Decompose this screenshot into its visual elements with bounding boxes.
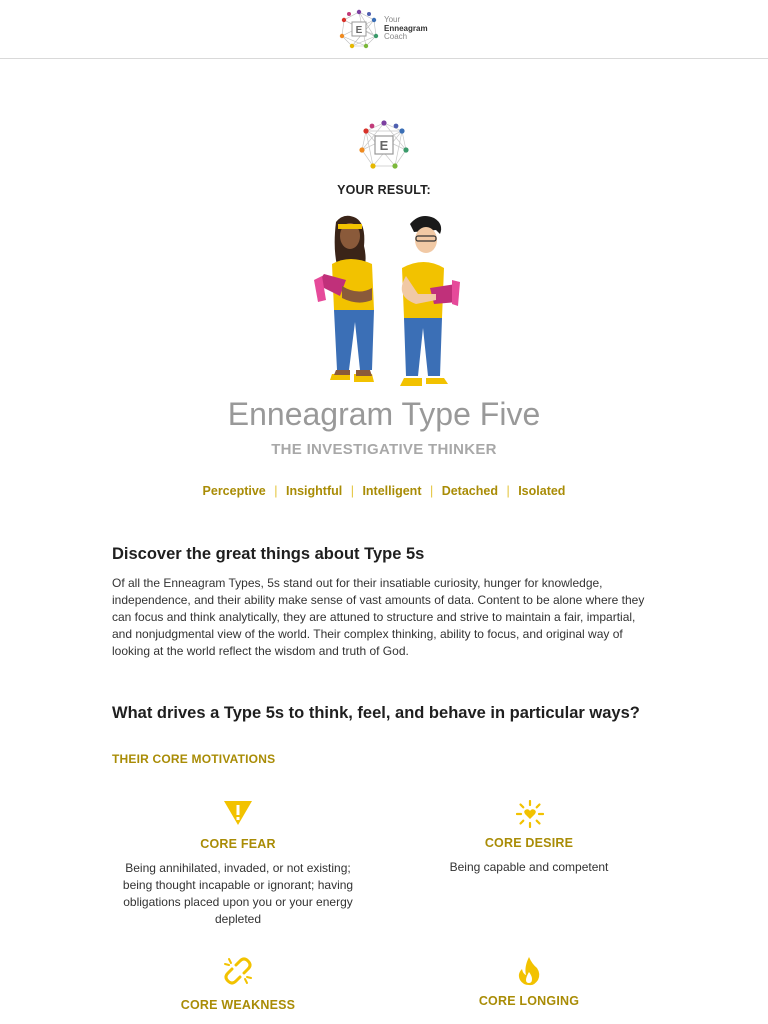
trait-list — [0, 484, 768, 498]
logo-line-3: Coach — [384, 32, 408, 41]
core-weakness-card — [112, 956, 364, 1016]
trait-item: Intelligent — [362, 484, 422, 498]
core-desire-text: Being capable and competent — [449, 860, 609, 874]
logo-wordmark — [384, 16, 428, 42]
flame-icon — [517, 956, 541, 986]
trait-separator: | — [274, 484, 278, 498]
trait-separator: | — [429, 484, 434, 498]
core-desire-title: CORE DESIRE — [484, 836, 574, 850]
sun-heart-icon — [516, 800, 544, 828]
core-longing-card — [404, 956, 654, 1016]
discover-heading: Discover the great things about Type 5s — [112, 545, 425, 563]
discover-paragraph: Of all the Enneagram Types, 5s stand out for their insatiable curiosity, hunger for knowledge, independence, and their ability make sense of vast amounts of data. Content to be alone where they can focus and think analytically, they are attuned to structure and strive to maintain a fair, impartial, and nonjudgmental view of the world. Their complex thinking, ability to focus, and original way of looking at the world reflect the wisdom and truth of God. — [112, 576, 645, 658]
result-label: YOUR RESULT: — [337, 183, 431, 197]
type-subtitle: THE INVESTIGATIVE THINKER — [271, 441, 497, 458]
enneagram-emblem-icon — [357, 118, 411, 172]
trait-separator: | — [350, 484, 354, 498]
core-motivations-label: THEIR CORE MOTIVATIONS — [112, 752, 276, 766]
emblem-letter: E — [379, 138, 389, 153]
logo-line-2: Enneagram — [384, 23, 428, 33]
warning-icon — [223, 800, 253, 826]
broken-link-icon — [223, 956, 253, 986]
core-fear-text: Being annihilated, invaded, or not existing; being thought incapable or ignorant; having obligations placed upon you or your energy depleted — [122, 861, 354, 926]
top-bar — [0, 0, 768, 59]
trait-separator: | — [506, 484, 510, 498]
readers-illustration — [306, 210, 462, 394]
core-longing-title: CORE LONGING — [478, 994, 580, 1008]
site-logo[interactable] — [338, 8, 438, 52]
logo-letter: E — [355, 25, 363, 36]
drives-heading: What drives a Type 5s to think, feel, and behave in particular ways? — [112, 704, 640, 722]
woman-figure — [314, 216, 374, 382]
trait-item: Isolated — [518, 484, 566, 498]
core-desire-card — [404, 800, 654, 880]
core-fear-card — [112, 800, 364, 934]
core-weakness-title: CORE WEAKNESS — [180, 998, 296, 1012]
type-title: Enneagram Type Five — [227, 396, 541, 432]
logo-line-1: Your — [384, 15, 401, 24]
trait-item: Insightful — [285, 484, 343, 498]
trait-item: Detached — [441, 484, 498, 498]
man-figure — [400, 216, 460, 386]
trait-item: Perceptive — [202, 484, 266, 498]
enneagram-logo-icon — [338, 8, 380, 50]
core-fear-title: CORE FEAR — [200, 837, 276, 851]
